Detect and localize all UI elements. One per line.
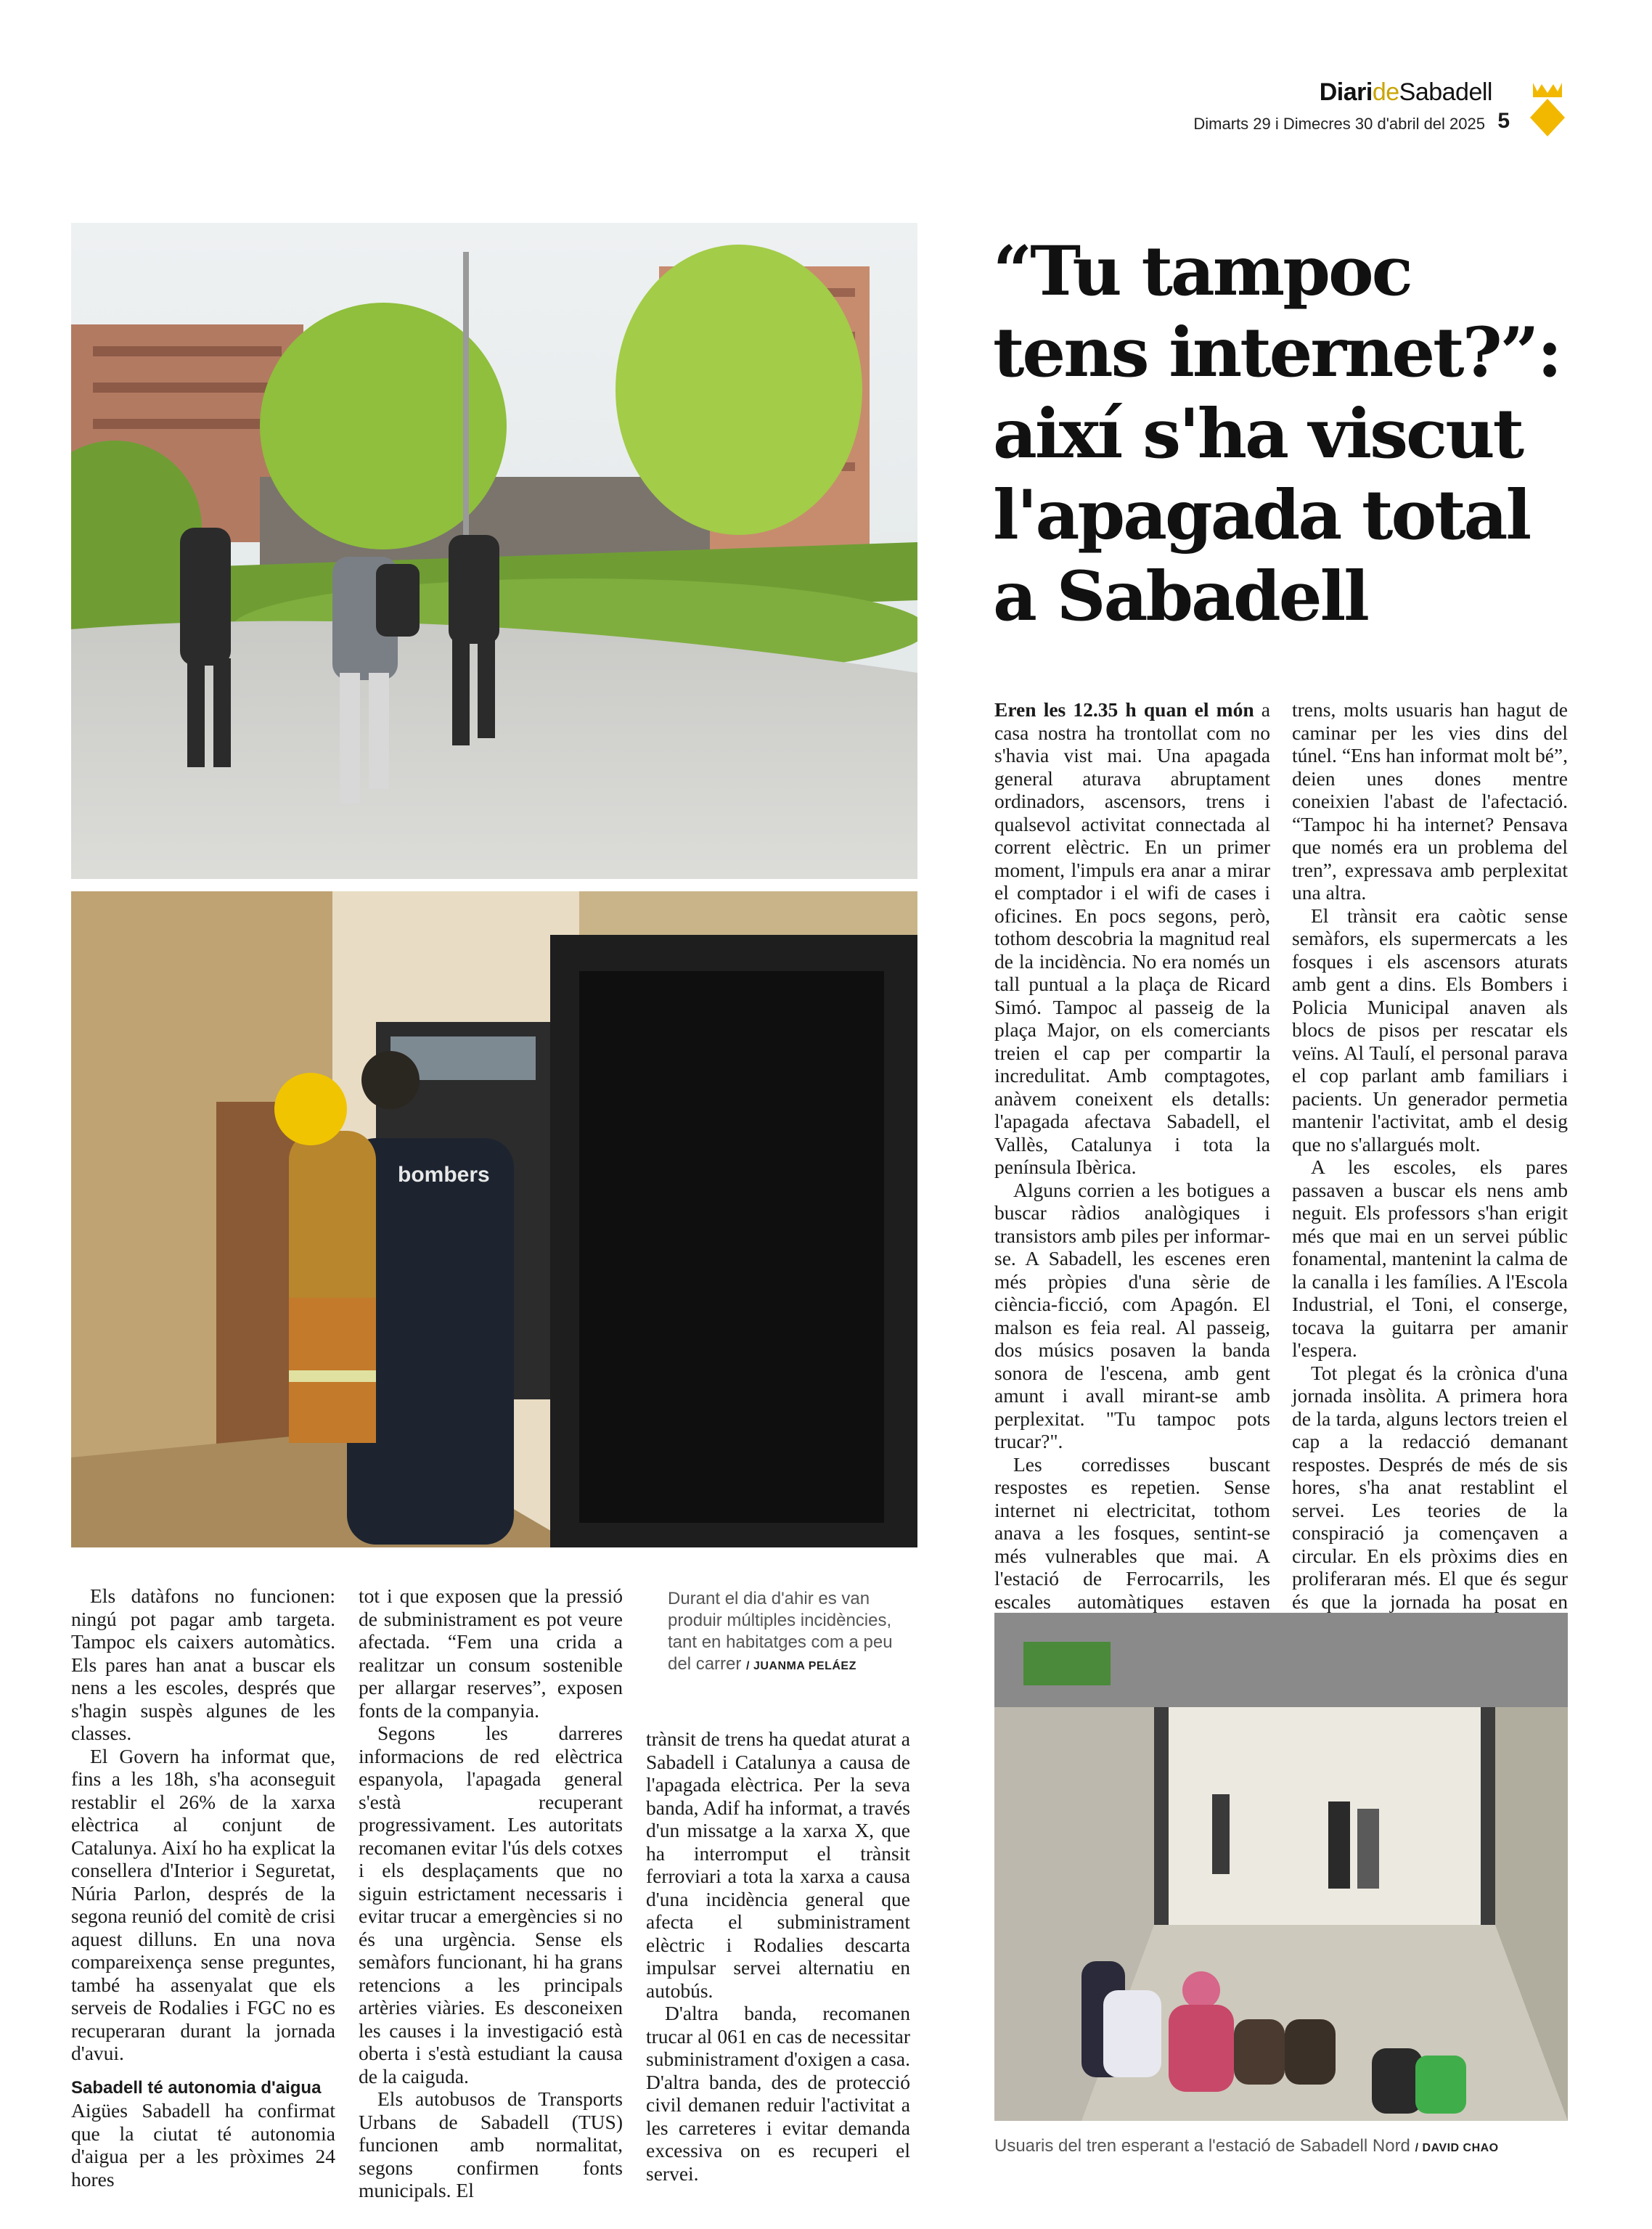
city-shield-icon [1529, 80, 1566, 136]
brand-part-sabadell: Sabadell [1399, 78, 1492, 106]
lead-text: Eren les 12.35 h quan el món [994, 698, 1254, 721]
article-column-1 [994, 698, 1270, 1659]
caption-credit: / DAVID CHAO [1415, 2142, 1499, 2154]
caption-credit: / JUANMA PELÁEZ [746, 1660, 856, 1672]
article-column-2 [1292, 698, 1568, 1659]
headline [993, 231, 1588, 637]
headline-line: “Tu tampoc [993, 232, 1411, 311]
article-paragraph: Els autobusos de Transports Urbans de Sabadell (TUS) funcionen amb normalitat, segons confirmen fonts municipals. El [359, 2087, 623, 2201]
headline-line: a Sabadell [993, 557, 1368, 637]
article-paragraph: Aigües Sabadell ha confirmat que la ciutat té autonomia d'aigua per a les pròximes 24 hores [71, 2099, 335, 2191]
caption-text: Usuaris del tren esperant a l'estació de Sabadell Nord [994, 2136, 1410, 2156]
photo-sabadell-nord-station [994, 1613, 1568, 2121]
article-paragraph: trens, molts usuaris han hagut de caminar per les vies dins del túnel. “Ens han informat molt bé”, deien unes dones mentre coneixien l'abast de l'afectació. “Tampoc hi ha internet? Pensava que només era un problema del tren”, expressava amb perplexitat una altra. [1292, 698, 1568, 904]
article-paragraph [994, 698, 1270, 1179]
section-subhead: Sabadell té autonomia d'aigua [71, 2077, 322, 2098]
article-paragraph: Tot plegat és la crònica d'una jornada insòlita. A primera hora de la tarda, alguns lectors treien el cap a la redacció demanant respostes. Després de més de sis hores, s'ha anat restablint el servei. Les teories de la conspiració ja començaven a circular. En els pròxims dies en proliferaran més. El que és segur és que la jornada ha posat en [1292, 1361, 1568, 1613]
article-paragraph: El trànsit era caòtic sense semàfors, els supermercats a les fosques i els ascensors aturats amb gent a dins. Els Bombers i Policia Municipal anaven als blocs de pisos per rescatar els veïns. Al Taulí, el personal parava el cop parlant amb familiars i pacients. Un generador permetia mantenir l'activitat, amb el desig que no s'allargués molt. [1292, 904, 1568, 1156]
photo-campus-walkers [71, 223, 917, 879]
article-paragraph: D'altra banda, recomanen trucar al 061 en cas de necessitar subministrament d'oxigen a casa. D'altra banda, des de protecció civil demanen reduir l'activitat a les carreteres i evitar demanda excessiva on es recuperi el servei. [646, 2002, 910, 2185]
article-paragraph: Les corredisses buscant respostes es repetien. Sense internet ni electricitat, tothom anava a les fosques, sentint-se més vulnerables que mai. A l'estació de Ferrocarrils, les escales automàtiques estaven [994, 1452, 1270, 1613]
article-column-3 [71, 1584, 335, 2191]
article-paragraph: Els datàfons no funcionen: ningú pot pagar amb targeta. Tampoc els caixers automàtics. Els pares han anat a buscar els nens a les escoles, després que s'hagin suspès algunes de les classes. [71, 1584, 335, 1744]
brand-part-diari: Diari [1319, 78, 1373, 106]
headline-line: tens internet?”: [993, 313, 1561, 393]
photo-firefighters-elevator [71, 891, 917, 1547]
masthead-brand [1320, 78, 1492, 107]
article-paragraph: trànsit de trens ha quedat aturat a Sabadell i Catalunya a causa de l'apagada elèctrica. Per la seva banda, Adif ha informat, a través d'un missatge a la xarxa X, que ha interromput el trànsit ferroviari a tota la xarxa a causa d'una incidència general que afecta el subministrament elèctric i Rodalies descarta impulsar servei alternatiu en autobús. [646, 1727, 910, 2002]
photo-caption-station [994, 2135, 1590, 2159]
article-column-5 [646, 1727, 910, 2185]
headline-line: l'apagada total [993, 475, 1530, 555]
bombers-jacket-text: bombers [398, 1163, 490, 1187]
caption-text: Durant el dia d'ahir es van produir múltiples incidències, tant en habitatges com a peu del carrer [668, 1589, 893, 1674]
headline-line: així s'ha viscut [993, 394, 1523, 474]
article-paragraph: Segons les darreres informacions de red elèctrica espanyola, l'apagada general s'està recuperant progressivament. Les autoritats recomanen evitar l'ús dels cotxes i els desplaçaments que no siguin estrictament necessaris i evitar trucar a emergències si no és una urgència. Sense els semàfors funcionant, hi ha grans retencions a les principals artèries viàries. Es desconeixen les causes i la investigació està oberta i s'està estudiant la causa de la caiguda. [359, 1722, 623, 2087]
page-number: 5 [1497, 109, 1510, 133]
issue-date: Dimarts 29 i Dimecres 30 d'abril del 2025 [1193, 115, 1485, 133]
article-paragraph: A les escoles, els pares passaven a buscar els nens amb neguit. Els professors s'han erigit més que mai en un servei públic fonamental, mantenint la calma de la canalla i les famílies. A l'Escola Industrial, el Toni, el conserge, tocava la guitarra per amanir l'espera. [1292, 1156, 1568, 1361]
article-column-4 [359, 1584, 623, 2202]
photo-caption-left [668, 1588, 915, 1677]
article-paragraph: Alguns corrien a les botigues a buscar ràdios analògiques i transistors amb piles per informar-se. A Sabadell, les escenes eren més pròpies d'una sèrie de ciència-ficció, com Apagón. El malson es feia real. Al passeig, dos músics posaven la banda sonora de l'escena, amb gent amunt i avall mirant-se amb perplexitat. "Tu tampoc pots trucar?". [994, 1178, 1270, 1452]
lead-rest: a casa nostra ha trontollat com no s'havia vist mai. Una apagada general aturava abruptament ordinadors, ascensors, trens i qualsevol activitat connectada al corrent elèctric. En un primer moment, l'impuls era anar a mirar el comptador i el wifi de cases i oficines. En pocs segons, però, tothom descobria la magnitud real de la incidència. No era només un tall puntual a la plaça de Ricard Simó. Tampoc al passeig de la plaça Major, on els comerciants treien el cap per compartir la incredulitat. Amb comptagotes, anàvem coneixent els detalls: l'apagada afectava Sabadell, el Vallès, Catalunya i tota la península Ibèrica. [994, 698, 1270, 1178]
brand-part-de: de [1372, 78, 1399, 106]
article-paragraph: tot i que exposen que la pressió de subministrament es pot veure afectada. “Fem una crida a realitzar un consum sostenible per allargar reserves”, exposen fonts de la companyia. [359, 1584, 623, 1722]
article-paragraph: El Govern ha informat que, fins a les 18h, s'ha aconseguit restablir el 26% de la xarxa elèctrica al conjunt de Catalunya. Així ho ha explicat la consellera d'Interior i Seguretat, Núria Parlon, després de la segona reunió del comitè de crisi aquest dilluns. En una nova compareixença sense preguntes, també ha assenyalat que els serveis de Rodalies i FGC no es recuperaran durant la jornada d'avui. [71, 1744, 335, 2064]
